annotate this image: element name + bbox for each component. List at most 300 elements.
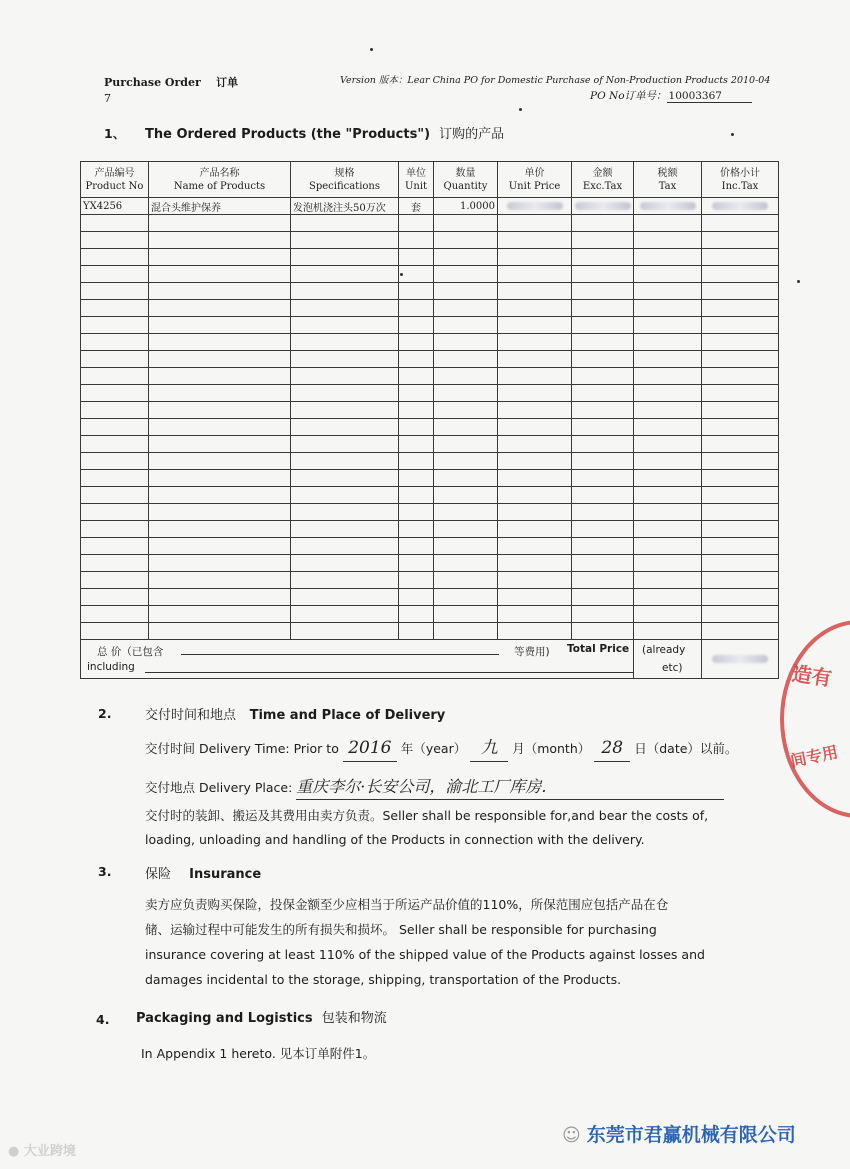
table-cell-empty: [399, 402, 434, 419]
total-fees-cn: 等费用): [514, 646, 550, 658]
table-cell-empty: [702, 385, 779, 402]
table-cell-empty: [434, 572, 498, 589]
cell-product-no: YX4256: [81, 198, 149, 215]
col-header-exc-tax: 金额 Exc.Tax: [572, 162, 634, 198]
table-cell-empty: [434, 266, 498, 283]
table-cell-empty: [702, 317, 779, 334]
table-cell-empty: [149, 385, 291, 402]
table-cell-empty: [702, 572, 779, 589]
table-cell-empty: [572, 215, 634, 232]
delivery-month: 九: [470, 736, 508, 762]
table-cell-empty: [434, 419, 498, 436]
table-cell-empty: [572, 249, 634, 266]
redaction-mark: [712, 655, 768, 663]
wechat-icon: ☺: [562, 1125, 581, 1146]
table-cell-empty: [291, 538, 399, 555]
table-cell-empty: [434, 283, 498, 300]
table-cell-empty: [399, 521, 434, 538]
table-cell-empty: [702, 266, 779, 283]
table-cell-empty: [81, 419, 149, 436]
table-cell-empty: [149, 368, 291, 385]
table-cell-empty: [291, 283, 399, 300]
table-cell-empty: [149, 487, 291, 504]
table-cell-empty: [399, 538, 434, 555]
table-cell-empty: [81, 317, 149, 334]
table-cell-empty: [434, 589, 498, 606]
table-cell-empty: [81, 555, 149, 572]
table-cell-empty: [149, 521, 291, 538]
table-cell-empty: [291, 402, 399, 419]
table-header-row: [81, 162, 779, 198]
table-cell-empty: [572, 538, 634, 555]
table-cell-empty: [149, 351, 291, 368]
po-label: PO No订单号：: [590, 90, 667, 102]
table-cell-empty: [81, 504, 149, 521]
table-cell-empty: [434, 623, 498, 640]
table-cell-empty: [702, 487, 779, 504]
table-cell-empty: [291, 572, 399, 589]
table-cell-empty: [572, 521, 634, 538]
total-fill-line: [181, 654, 499, 655]
col-header-tax: 税额 Tax: [634, 162, 702, 198]
table-cell-empty: [291, 419, 399, 436]
table-cell-empty: [434, 402, 498, 419]
table-cell-empty: [572, 504, 634, 521]
watermark-left: [8, 1140, 76, 1159]
table-cell-empty: [572, 351, 634, 368]
delivery-year: 2016: [343, 736, 397, 762]
table-cell-empty: [702, 436, 779, 453]
section2-title-en: Time and Place of Delivery: [249, 708, 446, 723]
table-cell-empty: [572, 232, 634, 249]
section3-title: [145, 863, 261, 882]
table-row-empty: [81, 419, 779, 436]
table-cell-empty: [291, 232, 399, 249]
table-cell-empty: [399, 589, 434, 606]
table-cell-empty: [634, 504, 702, 521]
table-cell-empty: [149, 623, 291, 640]
table-cell-empty: [498, 317, 572, 334]
table-cell-empty: [291, 470, 399, 487]
table-cell-empty: [81, 487, 149, 504]
table-cell-empty: [702, 504, 779, 521]
table-row-empty: [81, 266, 779, 283]
table-cell-empty: [399, 215, 434, 232]
scan-speck: [519, 108, 522, 111]
total-amount-redacted: [702, 640, 779, 679]
table-cell-empty: [291, 623, 399, 640]
table-cell-empty: [149, 538, 291, 555]
table-cell-empty: [634, 300, 702, 317]
table-cell-empty: [399, 232, 434, 249]
table-cell-empty: [572, 419, 634, 436]
col-header-inc-tax: 价格小计 Inc.Tax: [702, 162, 779, 198]
table-cell-empty: [149, 334, 291, 351]
table-cell-empty: [399, 334, 434, 351]
table-row-empty: [81, 606, 779, 623]
table-cell-empty: [572, 453, 634, 470]
table-cell-empty: [81, 589, 149, 606]
table-cell-empty: [81, 283, 149, 300]
watermark-company-text: 东莞市君赢机械有限公司: [586, 1124, 796, 1146]
table-cell-empty: [399, 300, 434, 317]
table-cell-empty: [572, 266, 634, 283]
table-cell-empty: [399, 470, 434, 487]
table-row-empty: [81, 470, 779, 487]
table-cell-empty: [149, 232, 291, 249]
delivery-time-label: 交付时间 Delivery Time: Prior to: [145, 741, 339, 756]
table-row-empty: [81, 317, 779, 334]
delivery-date: 28: [594, 736, 630, 762]
table-cell-empty: [434, 521, 498, 538]
table-cell-empty: [149, 419, 291, 436]
table-cell-empty: [634, 436, 702, 453]
table-cell-empty: [81, 470, 149, 487]
table-cell-empty: [149, 283, 291, 300]
table-cell-empty: [291, 317, 399, 334]
table-cell-empty: [634, 589, 702, 606]
table-cell-empty: [399, 385, 434, 402]
table-cell-empty: [399, 555, 434, 572]
table-cell-empty: [434, 555, 498, 572]
table-cell-empty: [81, 521, 149, 538]
table-cell-empty: [149, 555, 291, 572]
section4-title: [136, 1007, 387, 1026]
table-cell-empty: [399, 436, 434, 453]
cell-tax-redacted: [634, 198, 702, 215]
stamp-text-top: 造有: [790, 661, 834, 691]
delivery-para-line2: loading, unloading and handling of the Products in connection with the delivery.: [145, 832, 645, 847]
insurance-line-2: 储、运输过程中可能发生的所有损失和损坏。 Seller shall be responsible for purchasing: [145, 922, 657, 937]
section3-number: 3.: [98, 864, 112, 879]
table-cell-empty: [634, 215, 702, 232]
table-cell-empty: [399, 249, 434, 266]
col-header-unit: 单位 Unit: [399, 162, 434, 198]
section1-title: [145, 123, 504, 142]
table-cell-empty: [149, 572, 291, 589]
table-cell-empty: [702, 606, 779, 623]
delivery-para-line1: 交付时的装卸、搬运及其费用由卖方负责。Seller shall be responsible for,and bear the costs of,: [145, 808, 709, 823]
page-number: 7: [104, 92, 111, 105]
watermark-left-text: 大业跨境: [23, 1144, 76, 1159]
table-cell-empty: [634, 623, 702, 640]
section1-number: 1、: [104, 126, 126, 141]
section2-number: 2.: [98, 706, 112, 721]
table-cell-empty: [399, 283, 434, 300]
table-cell-empty: [291, 453, 399, 470]
table-cell-empty: [702, 521, 779, 538]
table-cell-empty: [498, 504, 572, 521]
col-header-unit-price: 单价 Unit Price: [498, 162, 572, 198]
insurance-line-3: insurance covering at least 110% of the shipped value of the Products against losses and: [145, 947, 705, 962]
table-cell-empty: [81, 334, 149, 351]
table-cell-empty: [291, 334, 399, 351]
table-cell-empty: [434, 487, 498, 504]
table-cell-empty: [434, 470, 498, 487]
table-cell-empty: [634, 283, 702, 300]
table-cell-empty: [702, 419, 779, 436]
redaction-mark: [712, 202, 768, 210]
table-cell-empty: [149, 317, 291, 334]
table-cell-empty: [702, 589, 779, 606]
cell-name: 混合头维护保养: [149, 198, 291, 215]
table-cell-empty: [291, 300, 399, 317]
table-row-empty: [81, 589, 779, 606]
table-cell-empty: [81, 623, 149, 640]
table-cell-empty: [81, 368, 149, 385]
cell-exc-tax-redacted: [572, 198, 634, 215]
col-header-product-no: 产品编号 Product No: [81, 162, 149, 198]
table-cell-empty: [498, 436, 572, 453]
section2-title-cn: 交付时间和地点: [145, 708, 237, 723]
table-cell-empty: [434, 453, 498, 470]
table-cell-empty: [291, 521, 399, 538]
table-cell-empty: [81, 606, 149, 623]
table-cell-empty: [572, 470, 634, 487]
table-row-empty: [81, 283, 779, 300]
table-cell-empty: [434, 538, 498, 555]
table-cell-empty: [572, 368, 634, 385]
scan-speck: [370, 48, 373, 51]
table-cell-empty: [702, 249, 779, 266]
table-cell-empty: [399, 317, 434, 334]
table-cell-empty: [434, 368, 498, 385]
products-table: [80, 161, 779, 679]
table-cell-empty: [434, 385, 498, 402]
table-cell-empty: [149, 436, 291, 453]
table-cell-empty: [291, 436, 399, 453]
table-cell-empty: [498, 215, 572, 232]
table-row-empty: [81, 623, 779, 640]
table-cell-empty: [702, 215, 779, 232]
section2-title: [145, 704, 445, 723]
table-cell-empty: [702, 623, 779, 640]
table-cell-empty: [399, 351, 434, 368]
table-cell-empty: [634, 368, 702, 385]
col-header-spec: 规格 Specifications: [291, 162, 399, 198]
col-header-quantity: 数量 Quantity: [434, 162, 498, 198]
table-cell-empty: [399, 487, 434, 504]
total-label-cell: [81, 640, 634, 679]
table-row: [81, 198, 779, 215]
table-cell-empty: [81, 436, 149, 453]
table-cell-empty: [634, 538, 702, 555]
table-cell-empty: [634, 555, 702, 572]
table-cell-empty: [634, 487, 702, 504]
table-cell-empty: [291, 249, 399, 266]
table-cell-empty: [434, 334, 498, 351]
table-cell-empty: [399, 623, 434, 640]
table-cell-empty: [434, 606, 498, 623]
total-already-cell: [634, 640, 702, 679]
cell-spec: 发泡机浇注头50万次: [291, 198, 399, 215]
table-cell-empty: [572, 436, 634, 453]
table-cell-empty: [634, 232, 702, 249]
table-cell-empty: [81, 232, 149, 249]
table-row-empty: [81, 351, 779, 368]
table-cell-empty: [81, 402, 149, 419]
table-cell-empty: [399, 266, 434, 283]
month-unit: 月（month）: [512, 741, 591, 756]
table-row-empty: [81, 572, 779, 589]
table-cell-empty: [149, 504, 291, 521]
section4-title-cn: 包装和物流: [321, 1011, 387, 1026]
table-cell-empty: [399, 453, 434, 470]
table-cell-empty: [399, 504, 434, 521]
table-cell-empty: [498, 419, 572, 436]
total-label-cn: 总 价（已包含: [97, 646, 164, 658]
table-cell-empty: [498, 453, 572, 470]
table-cell-empty: [702, 351, 779, 368]
logo-icon: ●: [8, 1144, 24, 1159]
table-cell-empty: [434, 215, 498, 232]
table-cell-empty: [702, 538, 779, 555]
table-cell-empty: [634, 572, 702, 589]
table-cell-empty: [498, 555, 572, 572]
table-cell-empty: [572, 402, 634, 419]
table-cell-empty: [149, 589, 291, 606]
redaction-mark: [640, 202, 696, 210]
company-stamp: [780, 620, 850, 818]
table-cell-empty: [498, 334, 572, 351]
table-cell-empty: [149, 266, 291, 283]
section3-title-cn: 保险: [145, 867, 172, 882]
table-cell-empty: [434, 351, 498, 368]
cell-unit: 套: [399, 198, 434, 215]
doc-title: [104, 74, 238, 90]
table-cell-empty: [634, 266, 702, 283]
packaging-line: In Appendix 1 hereto. 见本订单附件1。: [141, 1046, 376, 1061]
version-line: Version 版本：Lear China PO for Domestic Purchase of Non-Production Products 2010-04: [340, 75, 771, 86]
table-cell-empty: [498, 606, 572, 623]
table-cell-empty: [434, 436, 498, 453]
table-cell-empty: [572, 385, 634, 402]
table-cell-empty: [702, 334, 779, 351]
table-row-empty: [81, 555, 779, 572]
table-cell-empty: [498, 521, 572, 538]
table-cell-empty: [572, 283, 634, 300]
table-cell-empty: [81, 215, 149, 232]
delivery-place-line: [145, 774, 724, 800]
table-cell-empty: [399, 419, 434, 436]
table-cell-empty: [291, 606, 399, 623]
table-cell-empty: [498, 351, 572, 368]
table-row-empty: [81, 368, 779, 385]
table-cell-empty: [702, 453, 779, 470]
total-fill-line-2: [145, 672, 634, 673]
table-row-empty: [81, 249, 779, 266]
table-cell-empty: [634, 351, 702, 368]
table-cell-empty: [702, 368, 779, 385]
table-cell-empty: [498, 538, 572, 555]
cell-inc-tax-redacted: [702, 198, 779, 215]
table-cell-empty: [572, 589, 634, 606]
stamp-text-bottom: 间专用: [788, 742, 840, 771]
table-cell-empty: [149, 402, 291, 419]
delivery-time-line: [145, 736, 737, 762]
table-cell-empty: [399, 368, 434, 385]
table-cell-empty: [634, 521, 702, 538]
table-row-empty: [81, 402, 779, 419]
table-cell-empty: [81, 300, 149, 317]
table-cell-empty: [634, 470, 702, 487]
table-cell-empty: [81, 538, 149, 555]
table-cell-empty: [572, 317, 634, 334]
table-row-empty: [81, 487, 779, 504]
table-cell-empty: [634, 606, 702, 623]
table-cell-empty: [81, 572, 149, 589]
delivery-place-value: 重庆李尔·长安公司，渝北工厂库房.: [296, 774, 724, 800]
total-price-label: Total Price: [567, 643, 630, 655]
table-cell-empty: [81, 266, 149, 283]
table-cell-empty: [498, 385, 572, 402]
table-cell-empty: [572, 300, 634, 317]
section3-title-en: Insurance: [189, 867, 262, 882]
table-cell-empty: [572, 555, 634, 572]
col-header-name: 产品名称 Name of Products: [149, 162, 291, 198]
table-cell-empty: [434, 232, 498, 249]
table-cell-empty: [572, 487, 634, 504]
table-cell-empty: [434, 504, 498, 521]
scan-speck: [797, 280, 800, 283]
table-row-empty: [81, 453, 779, 470]
total-already: (already: [642, 644, 686, 656]
table-cell-empty: [81, 249, 149, 266]
table-cell-empty: [702, 232, 779, 249]
section1-title-cn: 订购的产品: [439, 127, 505, 142]
table-row-empty: [81, 232, 779, 249]
table-cell-empty: [291, 351, 399, 368]
table-cell-empty: [498, 283, 572, 300]
section1-title-en: The Ordered Products (the "Products"): [145, 127, 431, 142]
table-cell-empty: [149, 300, 291, 317]
table-cell-empty: [702, 402, 779, 419]
table-cell-empty: [399, 606, 434, 623]
table-cell-empty: [572, 572, 634, 589]
table-cell-empty: [434, 249, 498, 266]
table-cell-empty: [634, 402, 702, 419]
table-cell-empty: [498, 487, 572, 504]
table-cell-empty: [434, 300, 498, 317]
table-cell-empty: [702, 470, 779, 487]
table-cell-empty: [291, 266, 399, 283]
table-row-empty: [81, 504, 779, 521]
table-cell-empty: [702, 283, 779, 300]
table-cell-empty: [498, 368, 572, 385]
table-cell-empty: [498, 572, 572, 589]
year-unit: 年（year）: [400, 741, 467, 756]
doc-title-cn: 订单: [216, 76, 239, 89]
table-cell-empty: [634, 419, 702, 436]
table-cell-empty: [81, 385, 149, 402]
po-number: 10003367: [667, 90, 752, 103]
table-cell-empty: [634, 334, 702, 351]
table-cell-empty: [498, 623, 572, 640]
total-label-en: including: [87, 661, 135, 673]
table-row-empty: [81, 385, 779, 402]
table-cell-empty: [291, 368, 399, 385]
table-cell-empty: [634, 453, 702, 470]
table-row-empty: [81, 334, 779, 351]
table-cell-empty: [634, 317, 702, 334]
table-cell-empty: [702, 555, 779, 572]
table-cell-empty: [498, 402, 572, 419]
insurance-line-4: damages incidental to the storage, shipping, transportation of the Products.: [145, 972, 622, 987]
table-cell-empty: [399, 572, 434, 589]
table-row-empty: [81, 300, 779, 317]
total-row: [81, 640, 779, 679]
redaction-mark: [575, 202, 631, 210]
